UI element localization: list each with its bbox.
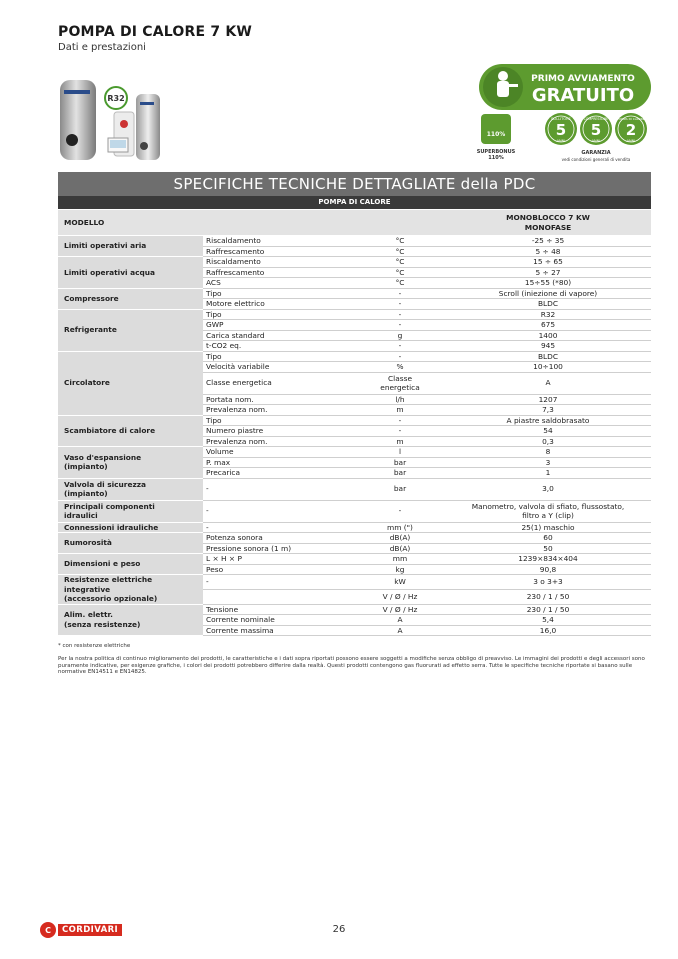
- row-unit: dB(A): [355, 533, 445, 544]
- table-row: [58, 522, 651, 533]
- row-parameter: Peso: [203, 564, 355, 575]
- row-parameter: Classe energetica: [203, 372, 355, 394]
- row-group-label: Principali componenti idraulici: [58, 500, 203, 522]
- row-value: 54: [445, 426, 651, 437]
- row-value: 7,3: [445, 405, 651, 416]
- spec-banner: SPECIFICHE TECNICHE DETTAGLIATE della PDC: [58, 172, 651, 196]
- row-value: 3 o 3+3: [445, 575, 651, 590]
- seal-bollitore-number: 5: [555, 121, 567, 139]
- row-unit: m: [355, 405, 445, 416]
- row-unit: m: [355, 436, 445, 447]
- row-value: 5 ÷ 27: [445, 267, 651, 278]
- table-row: [58, 478, 651, 500]
- row-parameter: L × H × P: [203, 554, 355, 565]
- spec-table: [58, 210, 651, 636]
- row-parameter: ACS: [203, 278, 355, 289]
- page-subtitle: Dati e prestazioni: [58, 42, 146, 53]
- row-group-label: Rumorosità: [58, 533, 203, 554]
- row-unit: kg: [355, 564, 445, 575]
- row-value: 8: [445, 447, 651, 458]
- row-parameter: Velocità variabile: [203, 362, 355, 373]
- table-row: [58, 257, 651, 268]
- table-row: [58, 288, 651, 299]
- row-unit: -: [355, 415, 445, 426]
- row-value: 25(1) maschio: [445, 522, 651, 533]
- table-row: [58, 533, 651, 544]
- seal-pompa-label: POMPA DI CALORE: [617, 117, 645, 121]
- row-parameter: -: [203, 522, 355, 533]
- row-unit: -: [355, 320, 445, 331]
- row-parameter: Tensione: [203, 604, 355, 615]
- row-parameter: Motore elettrico: [203, 299, 355, 310]
- row-group-label: Compressore: [58, 288, 203, 309]
- row-unit: l/h: [355, 394, 445, 405]
- disclaimer: Per la nostra politica di continuo miglioramento dei prodotti, le caratteristiche e i dati sopra riportati possono essere soggetti a modifiche senza obbligo di preavviso. Le immagini dei prodotti e degli accessori sono puramente indicative, per esigenze grafiche, i colori dei prodotti potrebbero differire dalla realtà. Questi prodotti contengono gas fluorurati ad effetto serra. Tutte le specifiche tecniche riportate si basano sulle normative EN14511 e EN14825.: [58, 656, 645, 676]
- row-parameter: Tipo: [203, 415, 355, 426]
- row-unit: mm ("): [355, 522, 445, 533]
- seal-compressore-unit: ANNI: [591, 139, 601, 143]
- row-group-label: Vaso d'espansione (impianto): [58, 447, 203, 479]
- row-parameter: [203, 589, 355, 604]
- spec-section-header: POMPA DI CALORE: [58, 196, 651, 209]
- superbonus-label2: 110%: [488, 155, 504, 161]
- model-value-line2: MONOFASE: [524, 222, 572, 232]
- row-unit: -: [355, 426, 445, 437]
- row-parameter: Tipo: [203, 288, 355, 299]
- row-parameter: Tipo: [203, 351, 355, 362]
- row-unit: -: [355, 288, 445, 299]
- row-group-label: Limiti operativi acqua: [58, 257, 203, 289]
- row-unit: °C: [355, 257, 445, 268]
- row-parameter: Corrente nominale: [203, 615, 355, 626]
- row-value: 90,8: [445, 564, 651, 575]
- row-unit: bar: [355, 468, 445, 479]
- row-value: Scroll (iniezione di vapore): [445, 288, 651, 299]
- brand-name: CORDIVARI: [58, 924, 122, 936]
- row-value: 60: [445, 533, 651, 544]
- row-value: Manometro, valvola di sfiato, flussostato, filtro a Y (clip): [445, 500, 651, 522]
- row-value: 5 ÷ 48: [445, 246, 651, 257]
- row-unit: A: [355, 615, 445, 626]
- row-value: 15 ÷ 65: [445, 257, 651, 268]
- row-value: R32: [445, 309, 651, 320]
- footnote: * con resistenze elettriche: [58, 643, 131, 649]
- row-unit: mm: [355, 554, 445, 565]
- row-value: 945: [445, 341, 651, 352]
- row-parameter: Raffrescamento: [203, 267, 355, 278]
- row-group-label: Alim. elettr. (senza resistenze): [58, 604, 203, 636]
- row-parameter: Volume: [203, 447, 355, 458]
- row-value: 1207: [445, 394, 651, 405]
- row-value: 675: [445, 320, 651, 331]
- seal-compressore-number: 5: [590, 121, 602, 139]
- row-parameter: Carica standard: [203, 330, 355, 341]
- row-value: 3: [445, 457, 651, 468]
- model-value-line1: MONOBLOCCO 7 KW: [506, 213, 590, 222]
- row-unit: g: [355, 330, 445, 341]
- row-value: 5,4: [445, 615, 651, 626]
- row-parameter: Corrente massima: [203, 625, 355, 636]
- superbonus-percent: 110%: [486, 131, 506, 138]
- row-unit: V / Ø / Hz: [355, 589, 445, 604]
- row-parameter: GWP: [203, 320, 355, 331]
- row-parameter: -: [203, 575, 355, 590]
- table-header-row: [58, 210, 651, 236]
- row-parameter: Precarica: [203, 468, 355, 479]
- row-unit: l: [355, 447, 445, 458]
- row-unit: bar: [355, 457, 445, 468]
- row-value: 230 / 1 / 50: [445, 589, 651, 604]
- cordivari-logo-icon: C: [40, 922, 56, 938]
- row-unit: %: [355, 362, 445, 373]
- row-value: 1: [445, 468, 651, 479]
- product-image: [58, 76, 173, 166]
- row-parameter: Pressione sonora (1 m): [203, 543, 355, 554]
- row-parameter: Potenza sonora: [203, 533, 355, 544]
- row-parameter: Raffrescamento: [203, 246, 355, 257]
- row-group-label: Refrigerante: [58, 309, 203, 351]
- table-row: [58, 236, 651, 247]
- row-unit: °C: [355, 236, 445, 247]
- promo-badge: [475, 62, 653, 167]
- row-group-label: Resistenze elettriche integrative (accessorio opzionale): [58, 575, 203, 605]
- row-unit: -: [355, 341, 445, 352]
- row-parameter: Tipo: [203, 309, 355, 320]
- row-value: BLDC: [445, 299, 651, 310]
- model-label: MODELLO: [58, 210, 203, 236]
- seal-compressore-label: COMPRESSORE: [583, 117, 609, 121]
- row-unit: kW: [355, 575, 445, 590]
- row-parameter: -: [203, 478, 355, 500]
- row-unit: dB(A): [355, 543, 445, 554]
- table-row: [58, 604, 651, 615]
- row-value: 50: [445, 543, 651, 554]
- row-group-label: Scambiatore di calore: [58, 415, 203, 447]
- page-title: POMPA DI CALORE 7 KW: [58, 24, 253, 40]
- row-value: 0,3: [445, 436, 651, 447]
- row-parameter: Portata nom.: [203, 394, 355, 405]
- row-unit: °C: [355, 278, 445, 289]
- row-group-label: Connessioni idrauliche: [58, 522, 203, 533]
- row-value: 1239×834×404: [445, 554, 651, 565]
- row-value: 3,0: [445, 478, 651, 500]
- row-unit: A: [355, 625, 445, 636]
- row-value: A: [445, 372, 651, 394]
- technician-icon: [498, 71, 508, 81]
- seal-pompa-number: 2: [625, 121, 637, 139]
- page-number: 26: [332, 924, 346, 935]
- row-value: 10÷100: [445, 362, 651, 373]
- row-unit: Classe energetica: [355, 372, 445, 394]
- row-unit: bar: [355, 478, 445, 500]
- garanzia-label: GARANZIA: [581, 150, 611, 156]
- row-unit: -: [355, 299, 445, 310]
- row-group-label: Limiti operativi aria: [58, 236, 203, 257]
- row-parameter: P. max: [203, 457, 355, 468]
- row-unit: V / Ø / Hz: [355, 604, 445, 615]
- superbonus-icon: [481, 114, 511, 144]
- row-parameter: Riscaldamento: [203, 236, 355, 247]
- model-value: [445, 210, 651, 236]
- table-row: [58, 500, 651, 522]
- row-value: A piastre saldobrasato: [445, 415, 651, 426]
- row-unit: -: [355, 500, 445, 522]
- row-parameter: Numero piastre: [203, 426, 355, 437]
- row-value: 15÷55 (*80): [445, 278, 651, 289]
- row-value: BLDC: [445, 351, 651, 362]
- seal-bollitore-unit: ANNI: [556, 139, 566, 143]
- row-group-label: Circolatore: [58, 351, 203, 415]
- row-value: 230 / 1 / 50: [445, 604, 651, 615]
- row-parameter: -: [203, 500, 355, 522]
- row-parameter: Prevalenza nom.: [203, 436, 355, 447]
- garanzia-note: vedi condizioni generali di vendita: [561, 157, 631, 162]
- seal-pompa-unit: ANNI: [626, 139, 636, 143]
- row-value: 1400: [445, 330, 651, 341]
- table-row: [58, 575, 651, 590]
- table-row: [58, 415, 651, 426]
- row-unit: -: [355, 309, 445, 320]
- row-parameter: t-CO2 eq.: [203, 341, 355, 352]
- row-value: -25 ÷ 35: [445, 236, 651, 247]
- table-row: [58, 309, 651, 320]
- promo-line1: PRIMO AVVIAMENTO: [531, 74, 635, 84]
- row-unit: °C: [355, 246, 445, 257]
- promo-line2: GRATUITO: [531, 85, 635, 106]
- table-row: [58, 351, 651, 362]
- r32-badge: R32: [107, 94, 125, 103]
- table-row: [58, 554, 651, 565]
- row-unit: °C: [355, 267, 445, 278]
- superbonus-label: SUPERBONUS: [476, 149, 516, 155]
- row-group-label: Valvola di sicurezza (impianto): [58, 478, 203, 500]
- row-value: 16,0: [445, 625, 651, 636]
- row-group-label: Dimensioni e peso: [58, 554, 203, 575]
- table-row: [58, 447, 651, 458]
- row-unit: -: [355, 351, 445, 362]
- row-parameter: Riscaldamento: [203, 257, 355, 268]
- row-parameter: Prevalenza nom.: [203, 405, 355, 416]
- seal-bollitore-label: BOLLITORE: [551, 117, 571, 121]
